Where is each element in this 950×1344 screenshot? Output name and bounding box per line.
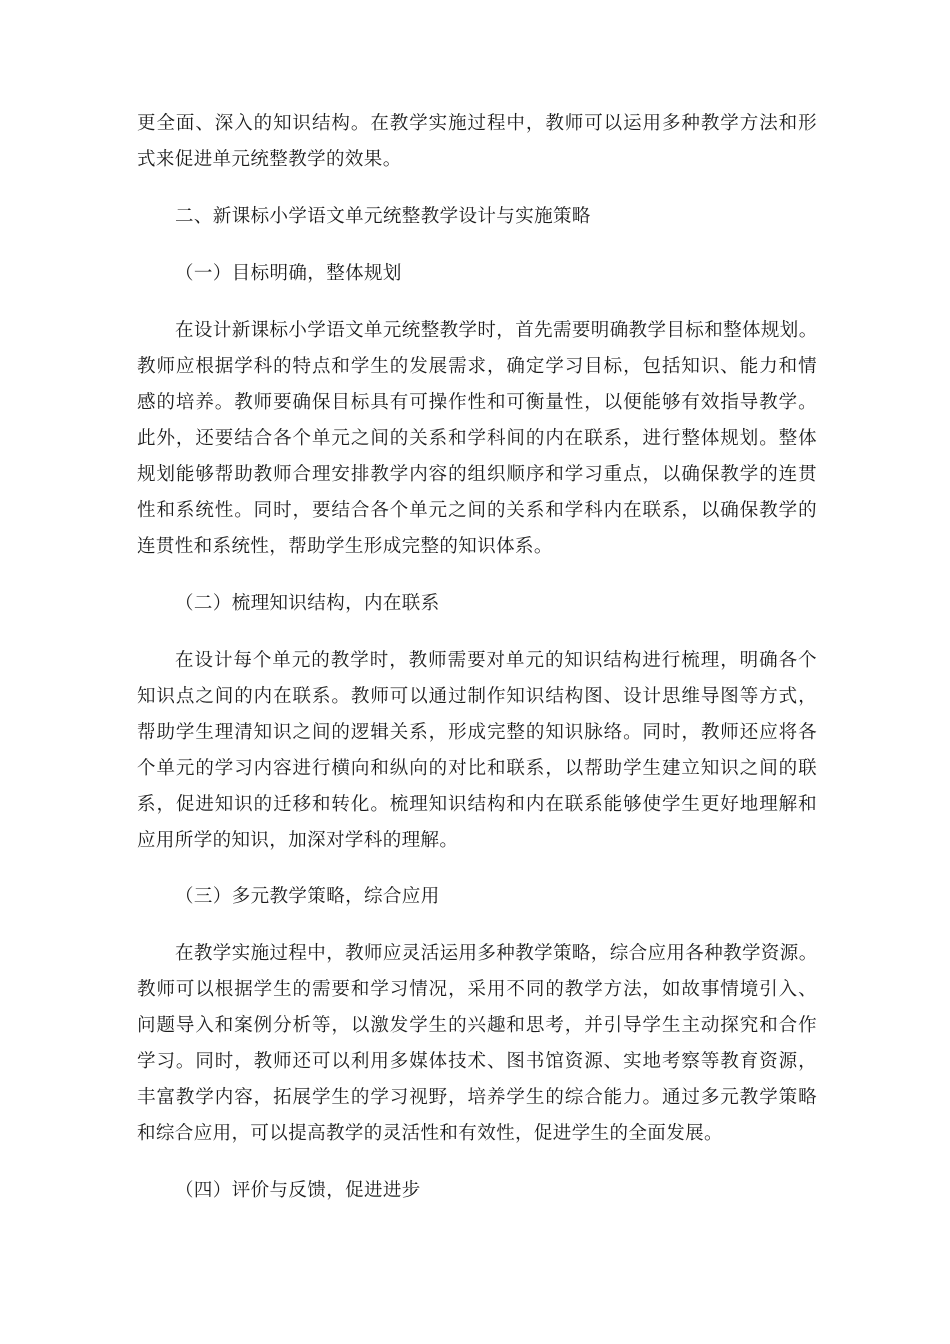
paragraph-line: 连贯性和系统性，帮助学生形成完整的知识体系。 (137, 536, 553, 557)
subsection-heading: （四）评价与反馈，促进进步 (175, 1180, 421, 1201)
paragraph-line: 感的培养。教师要确保目标具有可操作性和可衡量性，以便能够有效指导教学。 (137, 392, 817, 413)
paragraph-line: 教师可以根据学生的需要和学习情况，采用不同的教学方法，如故事情境引入、 (137, 979, 817, 1000)
paragraph-line: 性和系统性。同时，要结合各个单元之间的关系和学科内在联系，以确保教学的 (137, 500, 817, 521)
paragraph-line: 此外，还要结合各个单元之间的关系和学科间的内在联系，进行整体规划。整体 (137, 428, 817, 449)
paragraph-line: 在设计每个单元的教学时，教师需要对单元的知识结构进行梳理，明确各个 (175, 650, 817, 671)
paragraph-line: 知识点之间的内在联系。教师可以通过制作知识结构图、设计思维导图等方式， (137, 686, 817, 707)
section-heading: 二、新课标小学语文单元统整教学设计与实施策略 (175, 206, 591, 227)
paragraph-line: 在教学实施过程中，教师应灵活运用多种教学策略，综合应用各种教学资源。 (175, 943, 818, 964)
paragraph-line: 在设计新课标小学语文单元统整教学时，首先需要明确教学目标和整体规划。 (175, 320, 818, 341)
paragraph-line: 应用所学的知识，加深对学科的理解。 (137, 830, 459, 851)
subsection-heading: （一）目标明确，整体规划 (175, 263, 402, 284)
paragraph-line: 规划能够帮助教师合理安排教学内容的组织顺序和学习重点，以确保教学的连贯 (137, 464, 817, 485)
paragraph-line: 和综合应用，可以提高教学的灵活性和有效性，促进学生的全面发展。 (137, 1123, 723, 1144)
paragraph-line: 教师应根据学科的特点和学生的发展需求，确定学习目标，包括知识、能力和情 (137, 356, 817, 377)
paragraph-line: 更全面、深入的知识结构。在教学实施过程中，教师可以运用多种教学方法和形 (137, 113, 817, 134)
paragraph-line: 帮助学生理清知识之间的逻辑关系，形成完整的知识脉络。同时，教师还应将各 (137, 722, 817, 743)
paragraph-line: 问题导入和案例分析等，以激发学生的兴趣和思考，并引导学生主动探究和合作 (137, 1015, 817, 1036)
paragraph-line: 个单元的学习内容进行横向和纵向的对比和联系，以帮助学生建立知识之间的联 (137, 758, 817, 779)
paragraph-line: 式来促进单元统整教学的效果。 (137, 149, 402, 170)
subsection-heading: （二）梳理知识结构，内在联系 (175, 593, 440, 614)
paragraph-line: 学习。同时，教师还可以利用多媒体技术、图书馆资源、实地考察等教育资源， (137, 1051, 817, 1072)
subsection-heading: （三）多元教学策略，综合应用 (175, 886, 440, 907)
paragraph-line: 丰富教学内容，拓展学生的学习视野，培养学生的综合能力。通过多元教学策略 (137, 1087, 817, 1108)
paragraph-line: 系，促进知识的迁移和转化。梳理知识结构和内在联系能够使学生更好地理解和 (137, 794, 817, 815)
